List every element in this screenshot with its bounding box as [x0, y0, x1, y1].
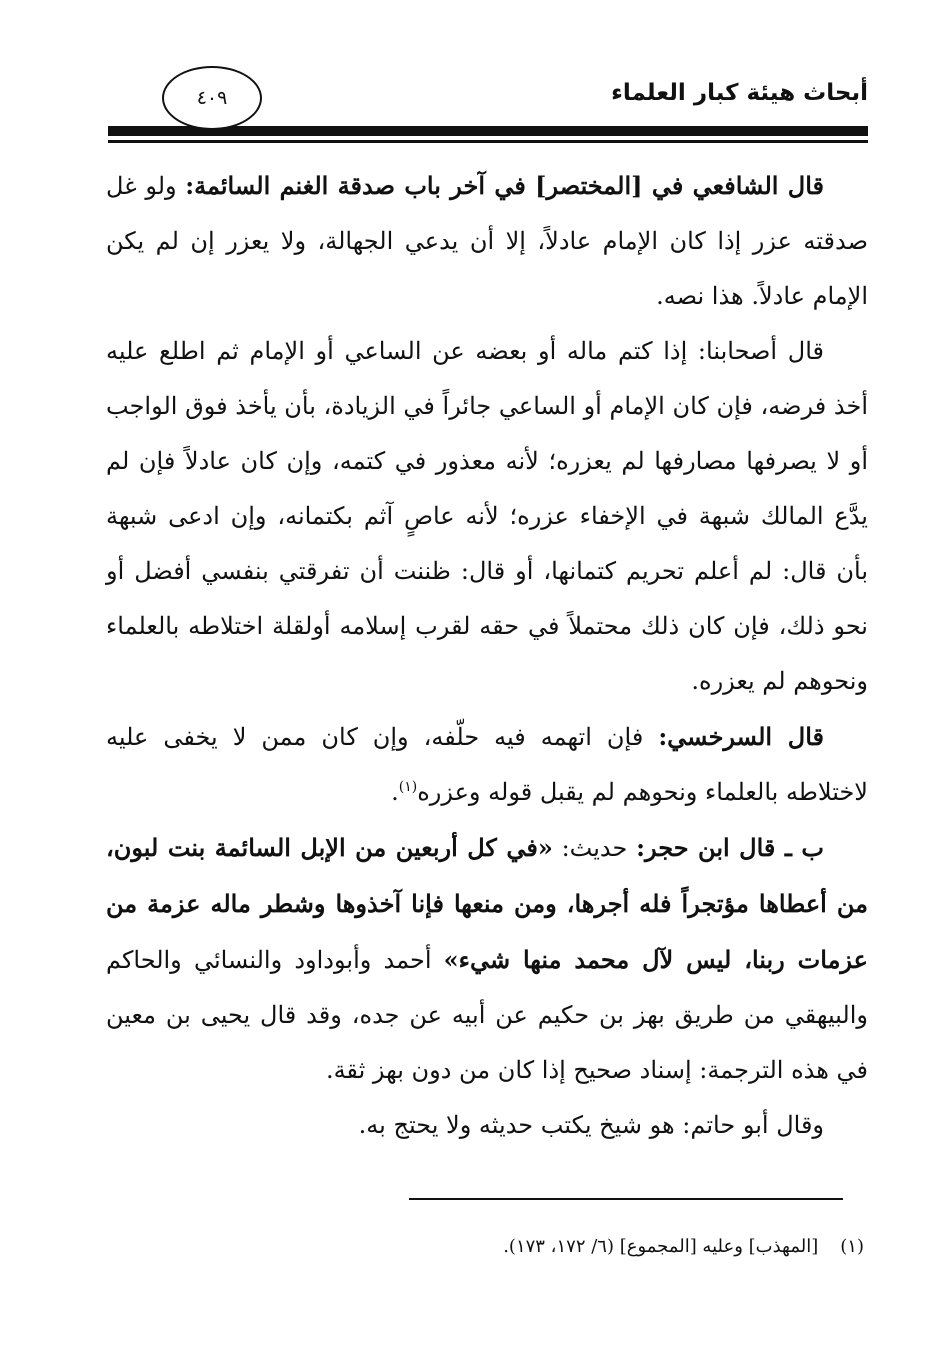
footnote: [164, 1236, 864, 1257]
paragraph-text: حديث:: [552, 834, 637, 862]
paragraph-text: فإن اتهمه فيه حلّفه، وإن كان ممن لا يخفى عليه لاختلاطه بالعلماء ونحوهم لم يقبل قوله وعزره: [106, 723, 868, 806]
paragraph-text: ولو غل صدقته عزر إذا كان الإمام عادلاً، إلا أن يدعي الجهالة، ولا يعزر إن لم يكن الإمام عادلاً. هذا نصه.: [106, 172, 868, 310]
paragraph-text: قال أصحابنا: إذا كتم ماله أو بعضه عن الساعي أو الإمام ثم اطلع عليه أخذ فرضه، فإن كان الإمام أو الساعي جائراً في الزيادة، بأن يأخذ فوق الواجب أو لا يصرفها مصارفها لم يعزره؛ لأنه معذور في كتمه، وإن كان عادلاً فإن لم يدَّع المالك شبهة في الإخفاء عزره؛ لأنه عاصٍ آثم بكتمانه، وإن ادعى شبهة بأن قال: لم أعلم تحريم كتمانها، أو قال: ظننت أن تفرقتي بنفسي أفضل أو نحو ذلك، فإن كان ذلك محتملاً في حقه لقرب إسلامه أولقلة اختلاطه بالعلماء ونحوهم لم يعزره.: [106, 337, 869, 695]
header-rule-thin: [108, 140, 868, 143]
main-text: [106, 158, 868, 1153]
hadith-quote: «في كل أربعين من الإبل السائمة بنت لبون، من أعطاها مؤتجراً فله أجرها، ومن منعها فإنا آخذوها وشطر ماله عزمة من عزمات ربنا، ليس لآل محمد منها شيء»: [106, 833, 868, 974]
paragraph-lead: قال السرخسي:: [658, 722, 825, 751]
paragraph-sarakhsi: [106, 709, 868, 820]
running-title: أبحاث هيئة كبار العلماء: [611, 80, 868, 106]
paragraph-text: وقال أبو حاتم: هو شيخ يكتب حديثه ولا يحتج به.: [358, 1111, 824, 1139]
page-header: [108, 66, 868, 146]
footnote-text: [المهذب] وعليه [المجموع] (٦/ ١٧٢، ١٧٣).: [503, 1236, 819, 1257]
footnote-marker: (١): [840, 1236, 864, 1257]
paragraph-abu-hatim: [106, 1098, 868, 1153]
paragraph-lead: قال الشافعي في [المختصر] في آخر باب صدقة الغنم السائمة:: [185, 171, 824, 200]
page-number-oval: [162, 66, 262, 130]
paragraph-end: .: [391, 778, 399, 806]
paragraph-ashabuna: [106, 324, 868, 709]
footnote-separator: [409, 1198, 843, 1200]
footnote-reference[interactable]: (١): [398, 779, 418, 795]
paragraph-shafii: [106, 158, 868, 324]
page-number: ٤٠٩: [196, 87, 228, 109]
paragraph-text: أحمد وأبوداود والنسائي والحاكم والبيهقي من طريق بهز بن حكيم عن أبيه عن جده، وقد قال يحيى بن معين في هذه الترجمة: إسناد صحيح إذا كان من دون بهز ثقة.: [106, 946, 868, 1084]
paragraph-ibn-hajar: [106, 820, 868, 1098]
paragraph-lead: ب ـ قال ابن حجر:: [636, 833, 824, 862]
